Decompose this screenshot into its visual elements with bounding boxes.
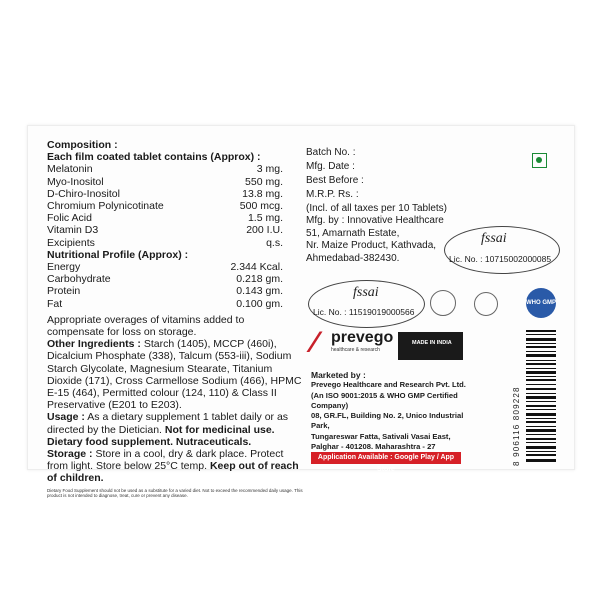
app-available-banner: Application Available : Google Play / App Store <box>311 452 461 464</box>
brand-tagline: healthcare & research <box>331 347 380 353</box>
prevego-logo-icon: ⁄ <box>312 326 318 359</box>
nutrition-row-qty: 0.218 gm. <box>236 273 283 286</box>
ingredient-row <box>47 188 303 200</box>
swachh-bharat-icon <box>430 290 456 316</box>
glasses-icon <box>474 292 498 316</box>
composition-column <box>47 139 303 498</box>
ingredient-row-name: D-Chiro-Inositol <box>47 187 120 200</box>
ingredients-list <box>47 163 303 248</box>
mfg-line: Nr. Maize Product, Kathvada, <box>306 240 437 252</box>
veg-symbol-icon <box>532 153 547 168</box>
ingredient-row-name: Chromium Polynicotinate <box>47 200 164 213</box>
small-print: Dietary Food Supplement should not be used as a substitute for a varied diet. Not to exceed the recommended daily usage. This product is not intended to diagnose, treat, cure or prevent any disease. <box>47 487 303 498</box>
barcode-number: 8 906116 809228 <box>512 386 521 466</box>
fssai-logo: fssai <box>481 231 507 246</box>
marketed-line: Tungareswar Fatta, Sativali Vasai East, <box>311 431 451 441</box>
nutrition-row <box>47 273 303 285</box>
ingredient-row-qty: 13.8 mg. <box>242 187 283 200</box>
marketed-by-title: Marketed by : <box>311 370 366 380</box>
who-gmp-icon: WHO GMP <box>526 288 556 318</box>
ingredient-row <box>47 200 303 212</box>
nutrition-row-qty: 0.100 gm. <box>236 297 283 310</box>
ingredient-row-qty: 200 I.U. <box>246 224 283 237</box>
nutrition-row-name: Protein <box>47 285 81 298</box>
incl-taxes: (Incl. of all taxes per 10 Tablets) <box>306 203 447 214</box>
nutrition-row-name: Energy <box>47 261 81 274</box>
ingredient-row-name: Vitamin D3 <box>47 224 99 237</box>
batch-line: Mfg. Date : <box>306 161 355 172</box>
ingredient-row <box>47 237 303 249</box>
usage-label: Usage : <box>47 411 85 424</box>
nutrition-row <box>47 298 303 310</box>
storage-bold: Keep out of reach of children. <box>47 460 299 485</box>
marketed-line: Prevego Healthcare and Research Pvt. Ltd. <box>311 380 466 390</box>
fssai-lic-2: Lic. No. : 11519019000566 <box>313 307 415 317</box>
marketed-line: (An ISO 9001:2015 & WHO GMP Certified Company) <box>311 390 458 410</box>
ingredient-row <box>47 212 303 224</box>
brand-name: prevego <box>331 329 394 346</box>
ingredient-row <box>47 176 303 188</box>
batch-line: Batch No. : <box>306 147 356 158</box>
ingredient-row-qty: q.s. <box>266 236 283 249</box>
ingredient-row-name: Melatonin <box>47 163 93 176</box>
mfg-line: Mfg. by : Innovative Healthcare <box>306 215 444 227</box>
ingredient-row-qty: 500 mcg. <box>239 200 283 213</box>
made-in-india-text: MADE IN INDIA <box>412 340 452 346</box>
nutrition-row <box>47 261 303 273</box>
nutrition-row-qty: 2.344 Kcal. <box>230 261 283 274</box>
other-text: Starch (1405), MCCP (460i), Dicalcium Phosphate (338), Talcum (553-iii), Sodium Starch Glycolate, Magnesium Stearate, Titanium Dioxide (171), Cross Carmellose Sodium (466), HPMC E-15 (464), Permitted colour (124, 110) & Class II Preservative (E201 to E203). <box>47 338 302 412</box>
made-in-india-badge <box>398 332 463 360</box>
ingredient-row <box>47 224 303 236</box>
ingredient-row-qty: 3 mg. <box>256 163 283 176</box>
nutrition-list <box>47 261 303 310</box>
nutrition-row-name: Fat <box>47 297 63 310</box>
marketed-by-block <box>311 370 471 452</box>
overages-text: Appropriate overages of vitamins added to compensate for loss on storage. <box>47 313 245 339</box>
fssai-badge-1 <box>444 226 560 274</box>
mfg-line: Ahmedabad-382430. <box>306 252 400 264</box>
storage <box>47 448 303 485</box>
nutrition-title: Nutritional Profile (Approx) : <box>47 248 189 261</box>
ingredient-row <box>47 163 303 175</box>
nutrition-row <box>47 285 303 297</box>
ingredient-row-name: Excipients <box>47 236 95 249</box>
ingredient-row-name: Myo-Inositol <box>47 175 104 188</box>
barcode-icon <box>526 330 556 462</box>
nutrition-row-name: Carbohydrate <box>47 273 111 286</box>
ingredient-row-qty: 1.5 mg. <box>247 212 283 225</box>
usage-bold: Not for medicinal use. <box>164 423 275 436</box>
composition-title: Composition : <box>47 139 118 151</box>
batch-fields <box>306 147 561 201</box>
fssai-logo-2: fssai <box>353 285 379 300</box>
dietary-text: Dietary food supplement. Nutraceuticals. <box>47 435 252 448</box>
marketed-by-lines <box>311 380 471 452</box>
batch-line: M.R.P. Rs. : <box>306 189 359 200</box>
fssai-lic-1: Lic. No. : 10715002000085 <box>449 254 552 264</box>
other-label: Other Ingredients : <box>47 338 141 351</box>
ingredient-row-qty: 550 mg. <box>245 175 283 188</box>
mfg-line: 51, Amarnath Estate, <box>306 227 400 239</box>
marketed-line: Palghar - 401208. Maharashtra - 27 <box>311 442 436 452</box>
usage <box>47 411 303 435</box>
fssai-badge-2 <box>308 280 425 328</box>
storage-text: Store in a cool, dry & dark place. Protect from light. Store below 25°C temp. <box>47 448 284 473</box>
marketed-line: 08, GR.FL, Building No. 2, Unico Industrial Park, <box>311 411 464 431</box>
usage-text: As a dietary supplement 1 tablet daily or as directed by the Dietician. <box>47 411 289 436</box>
ingredient-row-name: Folic Acid <box>47 212 92 225</box>
storage-label: Storage : <box>47 448 93 461</box>
other-ingredients <box>47 338 303 411</box>
batch-line: Best Before : <box>306 175 364 186</box>
each-tablet-heading: Each film coated tablet contains (Approx) : <box>47 151 261 164</box>
nutrition-row-qty: 0.143 gm. <box>236 285 283 298</box>
